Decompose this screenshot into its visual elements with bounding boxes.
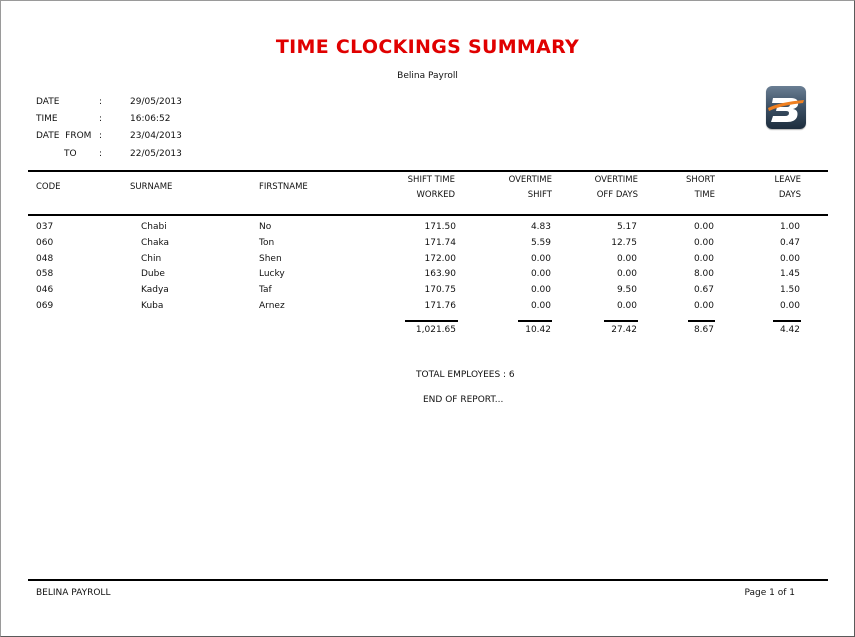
total-employees: TOTAL EMPLOYEES : 6 xyxy=(416,370,515,380)
col-header-code xyxy=(36,180,61,195)
cell-overtime-shift: 0.00 xyxy=(530,254,551,264)
col-header-overtime-off xyxy=(560,173,638,203)
meta-from-colon: : xyxy=(99,131,103,141)
col-header-shift-time-line2: WORKED xyxy=(416,190,455,200)
cell-code: 046 xyxy=(36,285,54,295)
total-rule-shift-time xyxy=(405,320,458,322)
total-overtime-off: 27.42 xyxy=(611,325,637,335)
meta-from-label: DATE FROM xyxy=(36,131,92,141)
meta-date-label: DATE xyxy=(36,97,60,107)
col-header-code-line1: CODE xyxy=(36,182,61,192)
cell-surname: Chabi xyxy=(141,222,167,232)
cell-code: 037 xyxy=(36,222,54,232)
col-header-leave-days-line2: DAYS xyxy=(778,190,801,200)
cell-shift-time: 171.50 xyxy=(424,222,456,232)
cell-shift-time: 163.90 xyxy=(424,269,456,279)
cell-shift-time: 170.75 xyxy=(424,285,456,295)
meta-time-label: TIME xyxy=(36,114,58,124)
cell-overtime-shift: 0.00 xyxy=(530,285,551,295)
total-rule-leave-days xyxy=(773,320,801,322)
cell-overtime-off: 12.75 xyxy=(611,238,637,248)
cell-overtime-off: 0.00 xyxy=(616,301,637,311)
col-header-overtime-off-line1: OVERTIME xyxy=(594,175,638,185)
logo-glyph xyxy=(766,86,806,129)
cell-firstname: No xyxy=(259,222,272,232)
col-header-surname xyxy=(130,180,172,195)
footer-company: BELINA PAYROLL xyxy=(36,588,111,598)
cell-short-time: 0.00 xyxy=(693,254,714,264)
cell-overtime-shift: 4.83 xyxy=(530,222,551,232)
cell-leave-days: 0.00 xyxy=(779,254,800,264)
cell-overtime-shift: 5.59 xyxy=(530,238,551,248)
cell-firstname: Arnez xyxy=(259,301,285,311)
belina-logo-icon xyxy=(766,86,806,129)
cell-firstname: Lucky xyxy=(259,269,285,279)
cell-overtime-off: 5.17 xyxy=(616,222,637,232)
cell-shift-time: 171.76 xyxy=(424,301,456,311)
cell-shift-time: 171.74 xyxy=(424,238,456,248)
col-header-short-time-line2: TIME xyxy=(694,190,715,200)
cell-short-time: 0.00 xyxy=(693,238,714,248)
cell-leave-days: 0.00 xyxy=(779,301,800,311)
cell-code: 058 xyxy=(36,269,54,279)
cell-code: 048 xyxy=(36,254,54,264)
col-header-overtime-shift-line2: SHIFT xyxy=(527,190,552,200)
cell-overtime-off: 0.00 xyxy=(616,254,637,264)
cell-short-time: 8.00 xyxy=(693,269,714,279)
cell-leave-days: 1.45 xyxy=(779,269,800,279)
cell-short-time: 0.67 xyxy=(693,285,714,295)
total-short-time: 8.67 xyxy=(693,325,714,335)
cell-code: 069 xyxy=(36,301,54,311)
cell-overtime-shift: 0.00 xyxy=(530,301,551,311)
company-name: Belina Payroll xyxy=(397,71,458,81)
col-header-firstname-line1: FIRSTNAME xyxy=(259,182,308,192)
meta-from-value: 23/04/2013 xyxy=(130,131,182,141)
col-header-leave-days-line1: LEAVE xyxy=(774,175,801,185)
cell-firstname: Ton xyxy=(259,238,275,248)
col-header-shift-time xyxy=(380,173,455,203)
cell-overtime-shift: 0.00 xyxy=(530,269,551,279)
col-header-shift-time-line1: SHIFT TIME xyxy=(407,175,455,185)
total-overtime-shift: 10.42 xyxy=(525,325,551,335)
col-header-short-time-line1: SHORT xyxy=(686,175,715,185)
meta-time-colon: : xyxy=(99,114,103,124)
report-title: TIME CLOCKINGS SUMMARY xyxy=(275,36,580,58)
col-header-surname-line1: SURNAME xyxy=(130,182,173,192)
cell-leave-days: 0.47 xyxy=(779,238,800,248)
meta-date-colon: : xyxy=(99,97,103,107)
footer-page-number: Page 1 of 1 xyxy=(744,588,795,598)
col-header-overtime-shift xyxy=(480,173,552,203)
meta-to-colon: : xyxy=(99,149,103,159)
col-header-overtime-off-line2: OFF DAYS xyxy=(596,190,638,200)
header-top-rule xyxy=(28,170,828,172)
cell-surname: Kuba xyxy=(141,301,164,311)
header-bottom-rule xyxy=(28,214,828,216)
cell-surname: Chin xyxy=(141,254,162,264)
end-of-report: END OF REPORT... xyxy=(423,395,504,405)
total-rule-short-time xyxy=(688,320,715,322)
total-rule-overtime-off xyxy=(604,320,638,322)
footer-rule xyxy=(28,579,828,581)
cell-surname: Dube xyxy=(141,269,165,279)
cell-leave-days: 1.00 xyxy=(779,222,800,232)
meta-to-value: 22/05/2013 xyxy=(130,149,182,159)
cell-surname: Chaka xyxy=(141,238,170,248)
col-header-short-time xyxy=(650,173,715,203)
meta-to-label: TO xyxy=(64,149,77,159)
cell-short-time: 0.00 xyxy=(693,301,714,311)
cell-overtime-off: 0.00 xyxy=(616,269,637,279)
col-header-firstname xyxy=(259,180,308,195)
cell-shift-time: 172.00 xyxy=(424,254,456,264)
cell-short-time: 0.00 xyxy=(693,222,714,232)
cell-leave-days: 1.50 xyxy=(779,285,800,295)
total-leave-days: 4.42 xyxy=(779,325,800,335)
total-shift-time: 1,021.65 xyxy=(415,325,456,335)
col-header-overtime-shift-line1: OVERTIME xyxy=(508,175,552,185)
cell-surname: Kadya xyxy=(141,285,169,295)
cell-overtime-off: 9.50 xyxy=(616,285,637,295)
cell-firstname: Taf xyxy=(259,285,272,295)
col-header-leave-days xyxy=(740,173,801,203)
cell-code: 060 xyxy=(36,238,54,248)
total-rule-overtime-shift xyxy=(518,320,552,322)
cell-firstname: Shen xyxy=(259,254,282,264)
meta-date-value: 29/05/2013 xyxy=(130,97,182,107)
meta-time-value: 16:06:52 xyxy=(130,114,171,124)
